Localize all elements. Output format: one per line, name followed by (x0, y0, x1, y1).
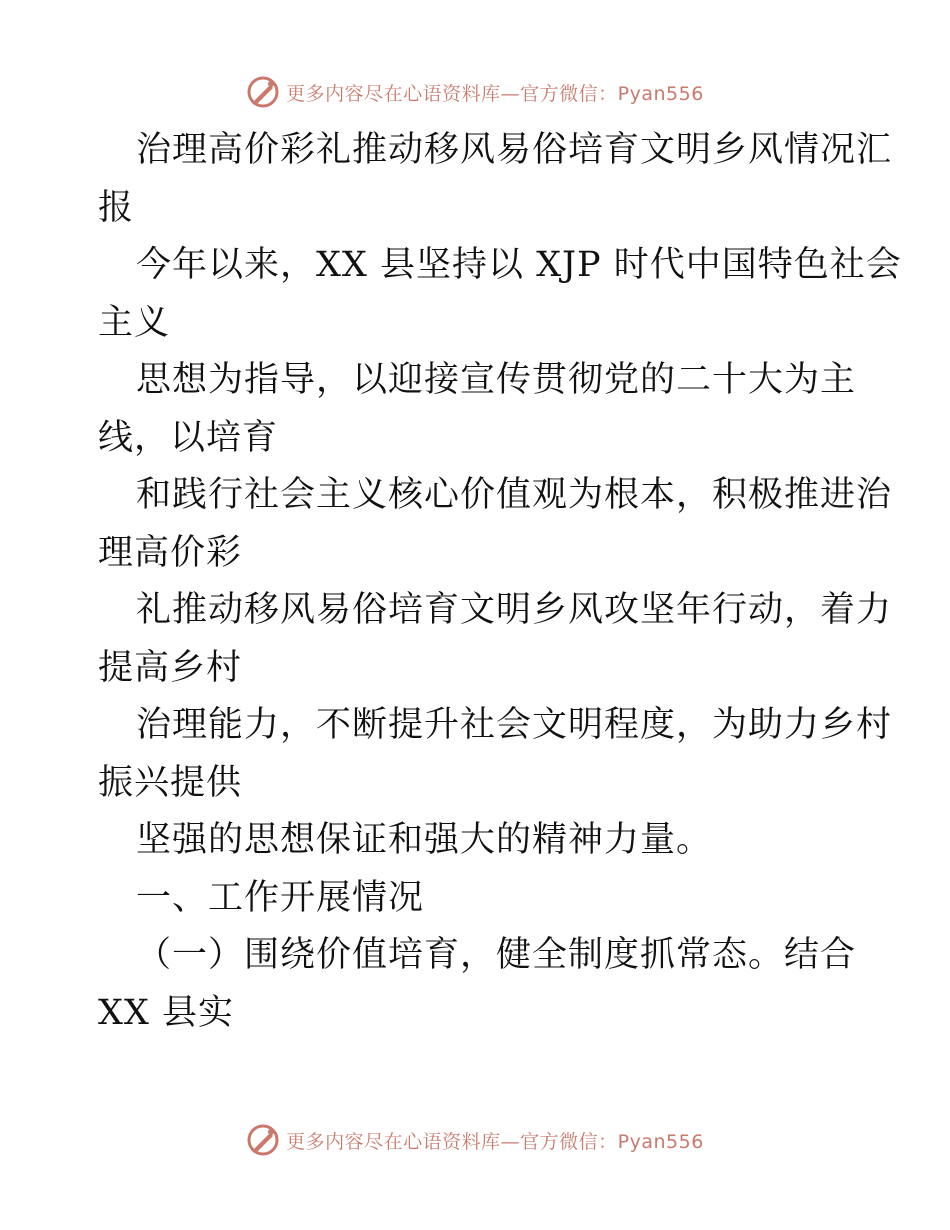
footer-watermark-text (286, 1127, 704, 1154)
paragraph-line: 提高乡村 (98, 647, 243, 688)
paragraph-line: 坚强的思想保证和强大的精神力量。 (136, 820, 713, 860)
paragraph-line: 线，以培育 (98, 417, 279, 458)
subsection-heading-line: （一）围绕价值培育，健全制度抓常态。结合 (136, 935, 857, 975)
footer-watermark-wechat-id: Pyan556 (617, 1130, 704, 1153)
subsection-heading-line: XX 县实 (98, 992, 234, 1033)
document-title-line-1: 治理高价彩礼推动移风易俗培育文明乡风情况汇 (136, 130, 893, 170)
document-title-line-2: 报 (98, 187, 135, 228)
footer-watermark-banner (0, 1120, 950, 1160)
paragraph-line: 今年以来，XX 县坚持以 XJP 时代中国特色社会 (136, 245, 902, 285)
section-heading: 一、工作开展情况 (136, 877, 425, 918)
pen-logo-icon (246, 1123, 280, 1157)
paragraph-line: 主义 (98, 302, 171, 343)
paragraph-line: 治理能力，不断提升社会文明程度，为助力乡村 (136, 705, 893, 745)
paragraph-line: 礼推动移风易俗培育文明乡风攻坚年行动，着力 (136, 590, 893, 630)
footer-watermark-cn: 更多内容尽在心语资料库—官方微信： (286, 1130, 618, 1153)
header-watermark-banner (0, 72, 950, 112)
paragraph-line: 和践行社会主义核心价值观为根本，积极推进治 (136, 475, 893, 515)
paragraph-line: 理高价彩 (98, 532, 243, 573)
header-watermark-text (286, 79, 704, 106)
paragraph-line: 振兴提供 (98, 762, 243, 803)
paragraph-line: 思想为指导，以迎接宣传贯彻党的二十大为主 (136, 360, 857, 400)
pen-logo-icon (246, 75, 280, 109)
header-watermark-wechat-id: Pyan556 (617, 82, 704, 105)
document-body (98, 122, 902, 1042)
header-watermark-cn: 更多内容尽在心语资料库—官方微信： (286, 82, 618, 105)
